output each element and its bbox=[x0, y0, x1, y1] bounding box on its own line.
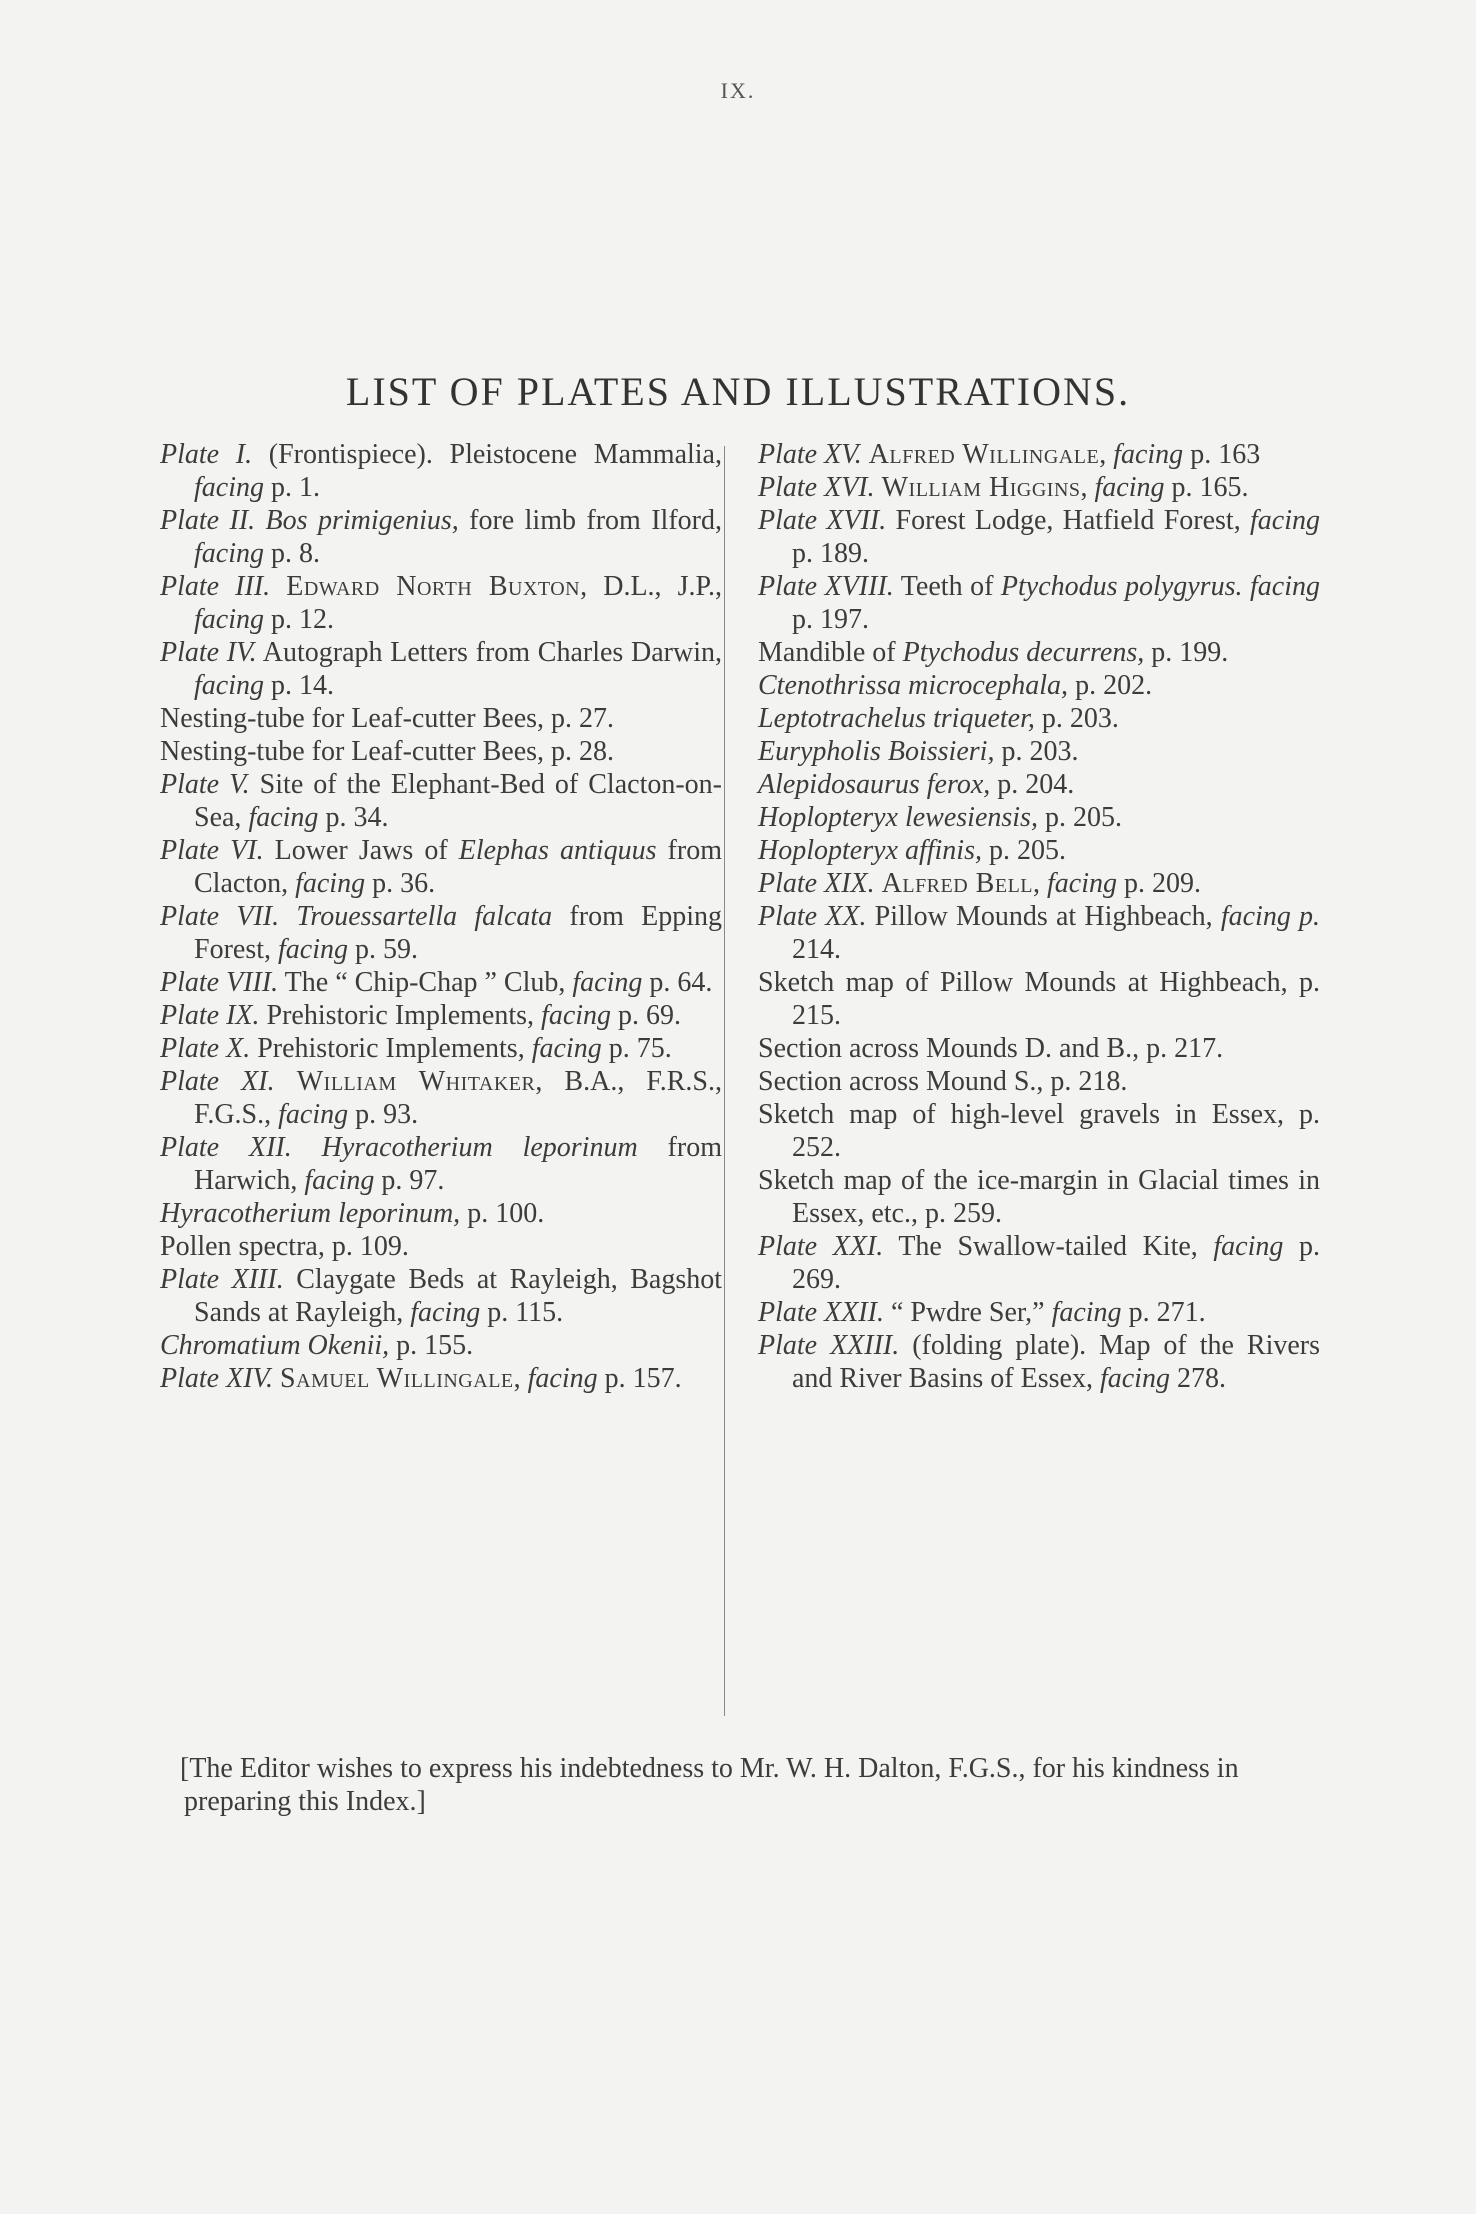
list-item bbox=[160, 1131, 722, 1197]
entry-text: p. 93. bbox=[348, 1099, 419, 1130]
list-item bbox=[758, 636, 1320, 669]
entry-text: facing bbox=[194, 538, 264, 569]
entry-text: p. 199. bbox=[1144, 637, 1229, 668]
list-item bbox=[160, 735, 722, 768]
entry-text: (Frontispiece). Pleistocene Mammalia, bbox=[252, 439, 722, 470]
entry-text: Samuel Willingale bbox=[280, 1363, 514, 1394]
entry-text: , bbox=[1099, 439, 1114, 470]
entry-text: Sketch map of Pillow Mounds at Highbeach, p. 215. bbox=[758, 967, 1320, 1031]
entry-text: Pillow Mounds at Highbeach, bbox=[866, 901, 1221, 932]
entry-text: p. 97. bbox=[374, 1165, 445, 1196]
entry-text: Teeth of bbox=[893, 571, 1001, 602]
entry-text: Plate VIII. bbox=[160, 967, 279, 998]
entry-text: p. 157. bbox=[597, 1363, 682, 1394]
entry-text: p. 115. bbox=[480, 1297, 564, 1328]
list-item bbox=[758, 570, 1320, 636]
entry-text: facing bbox=[248, 802, 319, 833]
entry-text: Plate III. bbox=[160, 571, 271, 602]
page-title: LIST OF PLATES AND ILLUSTRATIONS. bbox=[345, 369, 1131, 414]
entry-text: Ctenothrissa microcephala, bbox=[758, 670, 1069, 701]
entry-text: facing bbox=[1099, 1363, 1170, 1394]
entry-text: , D.L., J.P., bbox=[580, 571, 723, 602]
entry-text: Forest Lodge, Hatfield Forest, bbox=[886, 505, 1250, 536]
column-divider bbox=[724, 446, 725, 1716]
list-item bbox=[758, 1329, 1320, 1395]
entry-text: Plate XXI. bbox=[758, 1231, 884, 1262]
entry-text: facing bbox=[541, 1000, 612, 1031]
entry-text: facing bbox=[531, 1033, 602, 1064]
entry-text: p. 12. bbox=[264, 604, 334, 635]
entry-text: 278. bbox=[1169, 1363, 1226, 1394]
entry-text: facing bbox=[1051, 1297, 1122, 1328]
list-item bbox=[758, 966, 1320, 1032]
entry-text: p. 165. bbox=[1164, 472, 1249, 503]
list-item bbox=[758, 1098, 1320, 1164]
entry-text: p. 205. bbox=[1037, 802, 1122, 833]
entry-text: Hoplopteryx lewesiensis, bbox=[758, 802, 1038, 833]
entry-text: p. 100. bbox=[460, 1198, 545, 1229]
list-item bbox=[160, 1263, 722, 1329]
entry-text: Claygate Beds at Rayleigh, Bagshot Sands at Rayleigh, bbox=[194, 1264, 723, 1328]
entry-text: facing bbox=[1113, 439, 1184, 470]
entry-text: Site of the Elephant-Bed of Clacton-on-Sea, bbox=[194, 769, 722, 833]
entry-text: , B.A., F.R.S., F.G.S., bbox=[194, 1066, 722, 1130]
entry-text: p. 204. bbox=[990, 769, 1075, 800]
entry-text: facing bbox=[1250, 505, 1320, 536]
list-item bbox=[160, 900, 722, 966]
list-item bbox=[758, 735, 1320, 768]
entry-text: Lower Jaws of bbox=[263, 835, 459, 866]
list-item bbox=[758, 1230, 1320, 1296]
entry-text: Chromatium Okenii, bbox=[160, 1330, 390, 1361]
entry-text: facing bbox=[194, 670, 264, 701]
entry-text: Plate IV. bbox=[160, 637, 257, 668]
entry-text: p. 205. bbox=[981, 835, 1066, 866]
entry-text: Plate XIV. bbox=[160, 1363, 274, 1394]
entry-text: Plate VI. bbox=[160, 835, 264, 866]
entry-text: facing bbox=[572, 967, 643, 998]
entry-text: Nesting-tube for Leaf-cutter Bees, p. 28. bbox=[160, 736, 615, 767]
entry-text: p. 189. bbox=[792, 538, 869, 569]
entry-text: facing bbox=[527, 1363, 598, 1394]
list-item bbox=[758, 1065, 1320, 1098]
entry-text: Prehistoric Implements, bbox=[250, 1033, 532, 1064]
entry-text: p. 271. bbox=[1121, 1297, 1206, 1328]
list-item bbox=[758, 768, 1320, 801]
list-item bbox=[160, 1230, 722, 1263]
list-item bbox=[160, 702, 722, 735]
entry-text bbox=[273, 1363, 280, 1394]
entry-text: p. 34. bbox=[318, 802, 389, 833]
entry-text: 214. bbox=[792, 934, 841, 965]
entry-text: Plate I. bbox=[160, 439, 253, 470]
entry-text: , bbox=[1033, 868, 1048, 899]
entry-text: Plate XVI. bbox=[758, 472, 875, 503]
entry-text: from Clacton, bbox=[194, 835, 722, 899]
entry-text: p. 14. bbox=[264, 670, 334, 701]
entry-text: Nesting-tube for Leaf-cutter Bees, p. 27. bbox=[160, 703, 615, 734]
entry-text: p. 203. bbox=[994, 736, 1079, 767]
list-item bbox=[160, 636, 722, 702]
entry-text: Plate XII. Hyracotherium leporinum bbox=[160, 1132, 638, 1163]
entry-text: Plate XI. bbox=[160, 1066, 275, 1097]
list-item bbox=[758, 1296, 1320, 1329]
entry-text: p. 203. bbox=[1034, 703, 1119, 734]
entry-text: facing bbox=[295, 868, 366, 899]
entry-text: facing bbox=[194, 472, 264, 503]
list-item bbox=[758, 801, 1320, 834]
entry-text: Plate XX. bbox=[758, 901, 867, 932]
right-column bbox=[758, 438, 1320, 1395]
entry-text: p. 59. bbox=[348, 934, 418, 965]
entry-text: p. 64. bbox=[642, 967, 713, 998]
entry-text: from Harwich, bbox=[194, 1132, 722, 1196]
entry-text: p. 269. bbox=[792, 1231, 1321, 1295]
entry-text: Plate XIX. bbox=[758, 868, 875, 899]
entry-text: The Swallow-tailed Kite, bbox=[883, 1231, 1214, 1262]
list-item bbox=[160, 834, 722, 900]
entry-text: p. 75. bbox=[601, 1033, 672, 1064]
list-item bbox=[160, 1032, 722, 1065]
entry-text: Elephas antiquus bbox=[458, 835, 657, 866]
entry-text: facing bbox=[410, 1297, 481, 1328]
page-number: IX. bbox=[720, 78, 756, 103]
list-item bbox=[160, 768, 722, 834]
entry-text: Section across Mounds D. and B., p. 217. bbox=[758, 1033, 1224, 1064]
list-item bbox=[160, 504, 722, 570]
entry-text: Section across Mound S., p. 218. bbox=[758, 1066, 1128, 1097]
entry-text: Alfred Bell bbox=[881, 868, 1034, 899]
entry-text: (folding plate). Map of the Rivers and River Basins of Essex, bbox=[792, 1330, 1320, 1394]
entry-text: p. 8. bbox=[264, 538, 320, 569]
entry-text: Plate IX. bbox=[160, 1000, 260, 1031]
left-column bbox=[160, 438, 722, 1395]
entry-text: Plate II. Bos primigenius, bbox=[160, 505, 459, 536]
entry-text bbox=[862, 439, 869, 470]
list-item bbox=[160, 438, 722, 504]
list-item bbox=[758, 504, 1320, 570]
entry-text: p. 36. bbox=[365, 868, 436, 899]
list-item bbox=[160, 999, 722, 1032]
list-item bbox=[758, 702, 1320, 735]
entry-text: Plate X. bbox=[160, 1033, 251, 1064]
entry-text: Pollen spectra, p. 109. bbox=[160, 1231, 409, 1262]
list-item bbox=[160, 1362, 722, 1395]
entry-text: p. 1. bbox=[264, 472, 320, 503]
entry-text bbox=[875, 472, 882, 503]
entry-text: p. 209. bbox=[1117, 868, 1202, 899]
entry-text: Alfred Willingale bbox=[868, 439, 1100, 470]
entry-text: p. 202. bbox=[1068, 670, 1153, 701]
entry-text: p. 69. bbox=[611, 1000, 682, 1031]
list-item bbox=[758, 900, 1320, 966]
list-item bbox=[758, 834, 1320, 867]
entry-text: Sketch map of high-level gravels in Essex, p. 252. bbox=[758, 1099, 1320, 1163]
entry-text: Hoplopteryx affinis, bbox=[758, 835, 982, 866]
entry-text: facing bbox=[278, 1099, 349, 1130]
editor-note: [The Editor wishes to express his indebtedness to Mr. W. H. Dalton, F.G.S., for his kindness in preparing this Index.] bbox=[180, 1753, 1239, 1817]
entry-text: Mandible of bbox=[758, 637, 903, 668]
entry-text: Plate XV. bbox=[758, 439, 862, 470]
entry-text: William Whitaker bbox=[296, 1066, 536, 1097]
list-item bbox=[160, 966, 722, 999]
entry-text: , bbox=[513, 1363, 528, 1394]
entry-text: p. 163 bbox=[1183, 439, 1261, 470]
entry-text: p. 155. bbox=[389, 1330, 474, 1361]
list-item bbox=[758, 867, 1320, 900]
entry-text: facing bbox=[194, 604, 264, 635]
entry-text: p. 197. bbox=[792, 604, 869, 635]
entry-text: Prehistoric Implements, bbox=[259, 1000, 542, 1031]
list-item bbox=[160, 1329, 722, 1362]
entry-text: Leptotrachelus triqueter, bbox=[758, 703, 1035, 734]
entry-text: facing bbox=[1047, 868, 1118, 899]
list-item bbox=[758, 438, 1320, 471]
entry-text: Plate XXIII. bbox=[758, 1330, 900, 1361]
entry-text bbox=[275, 1066, 297, 1097]
entry-text: Alepidosaurus ferox, bbox=[758, 769, 991, 800]
entry-text: Plate XVIII. bbox=[758, 571, 894, 602]
entry-text: Ptychodus polygyrus. facing bbox=[1000, 571, 1320, 602]
list-item bbox=[758, 1164, 1320, 1230]
entry-text: from Epping Forest, bbox=[194, 901, 723, 965]
entry-text: Plate XIII. bbox=[160, 1264, 284, 1295]
list-item bbox=[160, 1065, 722, 1131]
list-item bbox=[160, 570, 722, 636]
entry-text: Plate VII. Trouessartella falcata bbox=[160, 901, 553, 932]
entry-text: The “ Chip-Chap ” Club, bbox=[278, 967, 573, 998]
entry-text: Edward North Buxton bbox=[286, 571, 581, 602]
entry-text: , bbox=[1080, 472, 1095, 503]
entry-text: “ Pwdre Ser,” bbox=[883, 1297, 1052, 1328]
entry-text: facing bbox=[304, 1165, 375, 1196]
entry-text: Plate XXII. bbox=[758, 1297, 884, 1328]
entry-text: facing p. bbox=[1220, 901, 1320, 932]
entry-text: facing bbox=[1094, 472, 1165, 503]
entry-text: Eurypholis Boissieri, bbox=[758, 736, 995, 767]
list-item bbox=[160, 1197, 722, 1230]
entry-text: fore limb from Ilford, bbox=[458, 505, 722, 536]
entry-text: facing bbox=[1213, 1231, 1284, 1262]
entry-text: facing bbox=[278, 934, 348, 965]
entry-text: Sketch map of the ice-margin in Glacial times in Essex, etc., p. 259. bbox=[758, 1165, 1320, 1229]
entry-text bbox=[270, 571, 286, 602]
entry-text bbox=[875, 868, 882, 899]
list-item bbox=[758, 669, 1320, 702]
entry-text: Hyracotherium leporinum, bbox=[160, 1198, 461, 1229]
list-item bbox=[758, 471, 1320, 504]
plates-list bbox=[150, 438, 1320, 1718]
entry-text: Autograph Letters from Charles Darwin, bbox=[256, 637, 722, 668]
entry-text: William Higgins bbox=[881, 472, 1081, 503]
entry-text: Plate V. bbox=[160, 769, 250, 800]
entry-text: Ptychodus decurrens, bbox=[902, 637, 1145, 668]
entry-text: Plate XVII. bbox=[758, 505, 887, 536]
list-item bbox=[758, 1032, 1320, 1065]
